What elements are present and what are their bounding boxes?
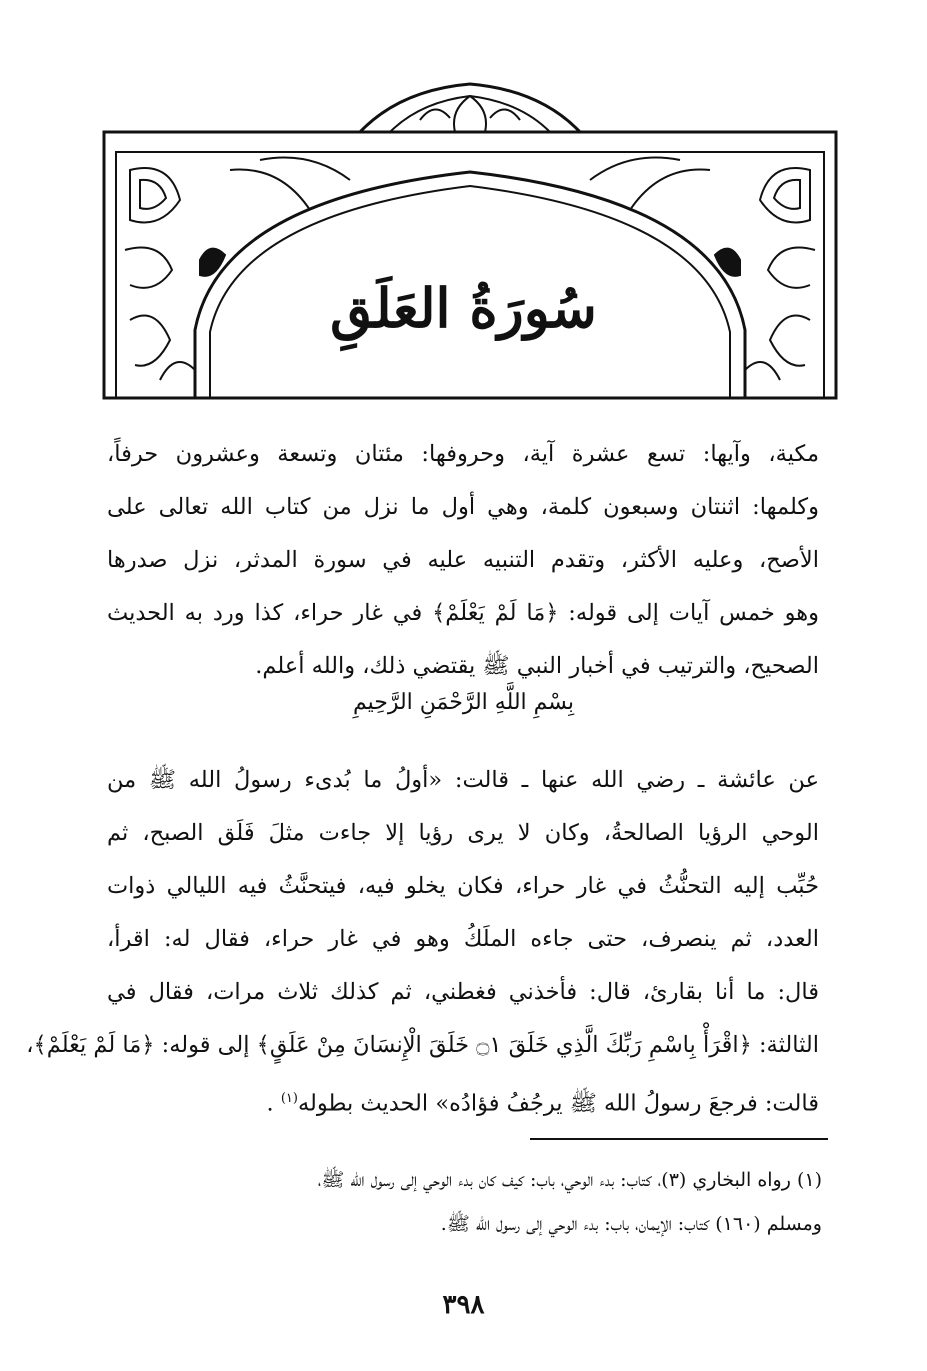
page-number: ٣٩٨	[442, 1290, 485, 1320]
ornamental-header-frame	[100, 80, 840, 400]
text-line-content: قالت: فرجعَ رسولُ الله ﷺ يرجُفُ فؤادُه» الحديث بطوله	[297, 1090, 819, 1117]
footnote-separator	[530, 1138, 828, 1140]
footnote-line: (١) رواه البخاري (٣)، كتاب: بدء الوحي، باب: كيف كان بدء الوحي إلى رسول الله ﷺ،	[317, 1169, 822, 1191]
text-line: قالت: فرجعَ رسولُ الله ﷺ يرجُفُ فؤادُه» الحديث بطوله$^{(١)}$ .	[266, 1090, 819, 1117]
text-line: وهو خمس آيات إلى قوله: ﴿مَا لَمْ يَعْلَمْ﴾ في غار حراء، كذا ورد به الحديث	[107, 600, 819, 626]
text-line: حُبِّب إليه التحنُّثُ في غار حراء، فكان يخلو فيه، فيتحنَّثُ فيه الليالي ذوات	[107, 873, 819, 899]
footnote-line: ومسلم (١٦٠) كتاب: الإيمان، باب: بدء الوحي إلى رسول الله ﷺ.	[440, 1213, 822, 1235]
text-line: الوحي الرؤيا الصالحةُ، وكان لا يرى رؤيا إلا جاءت مثلَ فَلَق الصبح، ثم	[107, 820, 819, 846]
surah-title: سُورَةُ العَلَقِ	[330, 276, 597, 340]
hadith-paragraph	[26, 754, 819, 1125]
text-line: عن عائشة ـ رضي الله عنها ـ قالت: «أولُ ما بُدىء رسولُ الله ﷺ من	[107, 767, 819, 793]
text-line: الأصح، وعليه الأكثر، وتقدم التنبيه عليه في سورة المدثر، نزل صدرها	[107, 547, 819, 573]
text-line: مكية، وآيها: تسع عشرة آية، وحروفها: مئتان وتسعة وعشرون حرفاً،	[107, 441, 819, 467]
text-line: الصحيح، والترتيب في أخبار النبي ﷺ يقتضي ذلك، والله أعلم.	[255, 653, 819, 679]
text-line: الثالثة: ﴿اقْرَأْ بِاسْمِ رَبِّكَ الَّذِي خَلَقَ ۝١ خَلَقَ الْإِنسَانَ مِنْ عَلَقٍ﴾ إلى قوله: ﴿مَا لَمْ يَعْلَمْ﴾،	[26, 1032, 819, 1058]
basmala: بِسْمِ اللَّهِ الرَّحْمَنِ الرَّحِيمِ	[352, 690, 575, 715]
intro-paragraph	[107, 428, 819, 693]
text-line: قال: ما أنا بقارئ، قال: فأخذني فغطني، ثم كذلك ثلاث مرات، فقال في	[107, 979, 819, 1005]
text-line: وكلمها: اثنتان وسبعون كلمة، وهي أول ما نزل من كتاب الله تعالى على	[107, 494, 819, 520]
footnotes	[107, 1158, 822, 1246]
text-line: العدد، ثم ينصرف، حتى جاءه الملَكُ وهو في غار حراء، فقال له: اقرأ،	[107, 926, 819, 952]
footnote-marker[interactable]: (١)	[280, 1091, 298, 1106]
